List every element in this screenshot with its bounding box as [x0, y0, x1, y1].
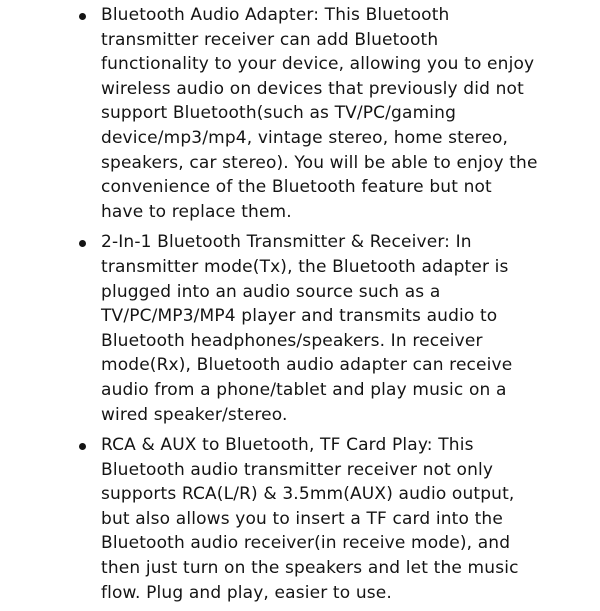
- bullet-line: speakers, car stereo). You will be able to enjoy the: [101, 152, 538, 173]
- bullet-line: then just turn on the speakers and let the music: [101, 558, 519, 579]
- bullet-line: audio from a phone/tablet and play music on a: [101, 379, 507, 400]
- bullet-line: wired speaker/stereo.: [101, 404, 288, 425]
- bullet-item-transmitter-receiver: [0, 230, 600, 427]
- bullet-line: transmitter receiver can add Bluetooth: [101, 29, 439, 50]
- bullet-dot-icon: [79, 443, 86, 450]
- bullet-item-bluetooth-audio-adapter: [0, 3, 600, 224]
- bullet-line: flow. Plug and play, easier to use.: [101, 582, 392, 603]
- feature-bullet-list: [0, 3, 600, 611]
- bullet-line: Bluetooth Audio Adapter: This Bluetooth: [101, 5, 450, 25]
- bullet-line: transmitter mode(Tx), the Bluetooth adapter is: [101, 256, 509, 277]
- bullet-line: TV/PC/MP3/MP4 player and transmits audio to: [101, 306, 498, 327]
- bullet-line: 2-In-1 Bluetooth Transmitter & Receiver: In: [101, 232, 472, 253]
- bullet-text: [101, 433, 600, 605]
- bullet-item-rca-aux-tf-card: [0, 433, 600, 605]
- bullet-line: Bluetooth headphones/speakers. In receiver: [101, 330, 483, 351]
- bullet-line: plugged into an audio source such as a: [101, 281, 441, 302]
- bullet-dot-icon: [79, 13, 86, 20]
- bullet-line: mode(Rx), Bluetooth audio adapter can receive: [101, 355, 513, 376]
- bullet-line: Bluetooth audio transmitter receiver not only: [101, 459, 494, 480]
- bullet-line: convenience of the Bluetooth feature but not: [101, 177, 492, 198]
- bullet-line: wireless audio on devices that previously did not: [101, 78, 524, 99]
- bullet-line: RCA & AUX to Bluetooth, TF Card Play: This: [101, 435, 474, 456]
- bullet-line: have to replace them.: [101, 201, 292, 222]
- bullet-dot-icon: [79, 240, 86, 247]
- bullet-line: supports RCA(L/R) & 3.5mm(AUX) audio output,: [101, 484, 515, 505]
- bullet-text: [101, 230, 600, 427]
- bullet-line: device/mp3/mp4, vintage stereo, home stereo,: [101, 127, 509, 148]
- bullet-line: functionality to your device, allowing you to enjoy: [101, 54, 535, 75]
- bullet-line: Bluetooth audio receiver(in receive mode), and: [101, 533, 511, 554]
- bullet-line: but also allows you to insert a TF card into the: [101, 508, 503, 529]
- bullet-text: [101, 3, 600, 224]
- bullet-line: support Bluetooth(such as TV/PC/gaming: [101, 103, 457, 124]
